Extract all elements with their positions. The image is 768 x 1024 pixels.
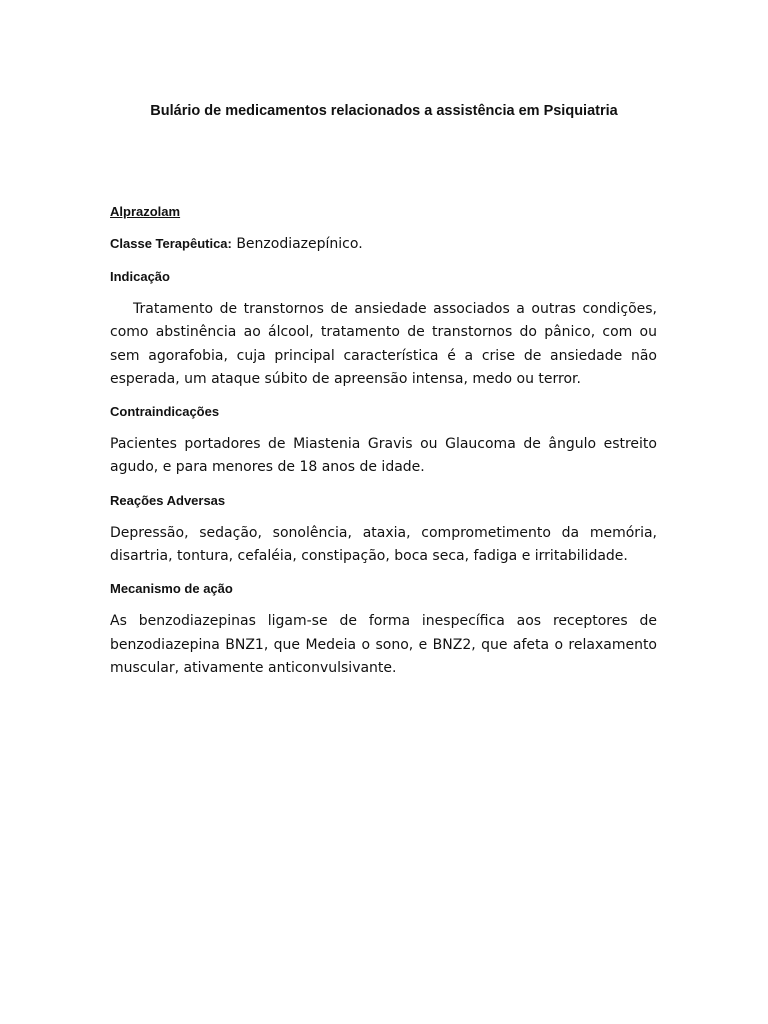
therapeutic-class-value: Benzodiazepínico. [231,236,363,252]
document-body [110,203,657,692]
section-text-reacoes-adversas: Depressão, sedação, sonolência, ataxia, comprometimento da memória, disartria, tontura, cefaléia, constipação, boca seca, fadiga e irritabilidade. [110,524,657,565]
section-text-mecanismo: As benzodiazepinas ligam-se de forma inespecífica aos receptores de benzodiazepina BNZ1, que Medeia o sono, e BNZ2, que afeta o relaxamento muscular, ativamente anticonvulsivante. [110,613,657,676]
section-text-indicacao: Tratamento de transtornos de ansiedade associados a outras condições, como abstinência ao álcool, tratamento de transtornos do pânico, com ou sem agorafobia, cuja principal característica é a crise de ansiedade não esperada, um ataque súbito de apreensão intensa, medo ou terror. [110,301,657,387]
drug-name: Alprazolam [110,204,181,219]
therapeutic-class-label: Classe Terapêutica: [110,236,232,251]
therapeutic-class [110,235,657,253]
section-reacoes-adversas [110,492,657,569]
section-contraindicacoes [110,403,657,480]
section-text-contraindicacoes: Pacientes portadores de Miastenia Gravis ou Glaucoma de ângulo estreito agudo, e para menores de 18 anos de idade. [110,436,657,476]
section-heading-mecanismo: Mecanismo de ação [110,581,233,597]
section-heading-indicacao: Indicação [110,269,170,284]
section-heading-contraindicacoes: Contraindicações [110,404,220,420]
section-mecanismo [110,580,657,680]
section-heading-reacoes-adversas: Reações Adversas [110,492,226,508]
section-indicacao [110,268,657,391]
document-title: Bulário de medicamentos relacionados a assistência em Psiquiatria [150,103,618,119]
